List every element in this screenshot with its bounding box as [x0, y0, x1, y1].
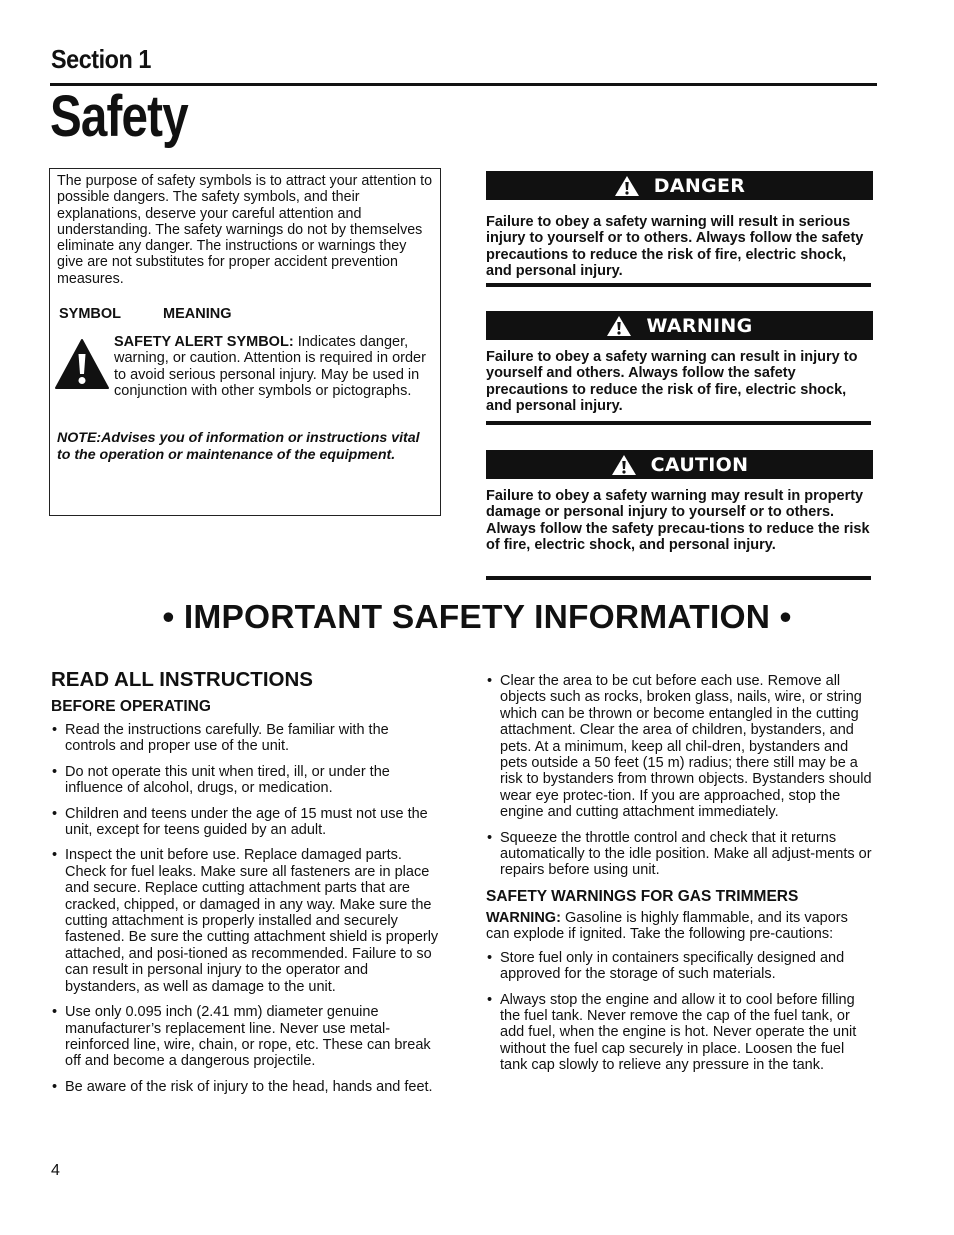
fuel-precautions-list	[486, 950, 874, 1074]
list-item: • Do not operate this unit when tired, ill, or under the influence of alcohol, drugs, or medication.	[51, 764, 439, 797]
list-item: • Clear the area to be cut before each use. Remove all objects such as rocks, broken glass, nails, wire, or string which can be thrown or become entangled in the cutting attachment. Clear the area of children, bystanders, and pets. At a minimum, keep all chil-dren, bystanders and pets outside a 50 feet (15 m) radius; there still may be a risk to bystanders from thrown objects. Bystanders should wear eye protec-tion. If you are approached, stop the engine and cutting attachment immediately.	[486, 673, 874, 821]
safety-alert-triangle-icon	[54, 338, 110, 390]
section-label: Section 1	[51, 44, 151, 74]
danger-text: Failure to obey a safety warning will result in serious injury to yourself or to others. Always follow the safety precautions to reduce the risk of fire, electric shock, and personal injury.	[486, 214, 864, 280]
symbol-column-header: SYMBOL	[59, 306, 122, 322]
warning-banner	[486, 311, 873, 340]
page-title: Safety	[50, 84, 188, 149]
warning-rule	[486, 421, 871, 425]
warning-label: WARNING	[646, 314, 753, 337]
caution-text: Failure to obey a safety warning may result in property damage or personal injury to yourself or to others. Always follow the safety precau-tions to reduce the risk of fire, electric shock, and personal injury.	[486, 488, 870, 554]
list-item: • Always stop the engine and allow it to cool before filling the fuel tank. Never remove the cap of the fuel tank, or add fuel, when the engine is hot. Never operate the unit without the fuel cap securely in place. Loosen the fuel tank cap slowly to relieve any pressure in the tank.	[486, 992, 874, 1074]
before-operating-list	[51, 722, 439, 1095]
meaning-column-header: MEANING	[163, 306, 232, 322]
warning-text: Failure to obey a safety warning can result in injury to yourself and others. Always follow the safety precautions to reduce the risk of fire, electric shock, and personal injury.	[486, 349, 858, 415]
gasoline-warning	[486, 910, 874, 943]
alert-symbol-title: SAFETY ALERT SYMBOL:	[114, 334, 294, 350]
important-safety-heading: • IMPORTANT SAFETY INFORMATION •	[162, 599, 792, 636]
danger-label: DANGER	[653, 174, 746, 197]
list-item: • Read the instructions carefully. Be familiar with the controls and proper use of the unit.	[51, 722, 439, 755]
caution-banner	[486, 450, 873, 479]
danger-banner	[486, 171, 873, 200]
alert-symbol-description	[114, 334, 432, 400]
note-text: NOTE:Advises you of information or instructions vital to the operation or maintenance of the equipment.	[57, 430, 420, 463]
before-operating-heading: BEFORE OPERATING	[51, 698, 211, 715]
right-column	[486, 673, 874, 1083]
left-column	[51, 668, 439, 1104]
gasoline-warning-label: WARNING:	[486, 909, 561, 926]
list-item: • Be aware of the risk of injury to the head, hands and feet.	[51, 1079, 439, 1095]
list-item: • Squeeze the throttle control and check that it returns automatically to the idle position. Make all adjust-ments or repairs before using unit.	[486, 830, 874, 879]
area-preparation-list	[486, 673, 874, 879]
page-number: 4	[51, 1162, 60, 1179]
danger-alert-icon	[614, 175, 640, 197]
gasoline-warning-text: Gasoline is highly flammable, and its vapors can explode if ignited. Take the following pre-cautions:	[486, 909, 848, 943]
list-item: • Inspect the unit before use. Replace damaged parts. Check for fuel leaks. Make sure all fasteners are in place and secure. Replace cutting attachment parts that are cracked, chipped, or damaged in any way. Make sure the cutting attachment is properly installed and securely fastened. Be sure the cutting attachment shield is properly attached, and posi-tioned as recommended. Failure to so can result in personal injury to the operator and bystanders, as well as damage to the unit.	[51, 847, 439, 995]
caution-rule	[486, 576, 871, 580]
list-item: • Store fuel only in containers specifically designed and approved for the storage of such materials.	[486, 950, 874, 983]
list-item: • Children and teens under the age of 15 must not use the unit, except for teens guided by an adult.	[51, 806, 439, 839]
caution-label: CAUTION	[650, 453, 749, 476]
caution-alert-icon	[611, 454, 637, 476]
intro-paragraph: The purpose of safety symbols is to attract your attention to possible dangers. The safety symbols, and their explanations, deserve your careful attention and understanding. The safety warnings do not by themselves eliminate any danger. The instructions or warnings they give are not substitutes for proper accident prevention measures.	[57, 173, 433, 287]
list-item: • Use only 0.095 inch (2.41 mm) diameter genuine manufacturer’s replacement line. Never use metal-reinforced line, wire, chain, or rope, etc. These can break off and become a dangerous projectile.	[51, 1004, 439, 1070]
alert-symbol-text: Indicates danger, warning, or caution. Attention is required in order to avoid serious personal injury. May be used in conjunction with other symbols or pictographs.	[114, 334, 426, 400]
danger-rule	[486, 283, 871, 287]
read-all-instructions-heading: READ ALL INSTRUCTIONS	[51, 668, 313, 691]
warning-alert-icon	[606, 315, 632, 337]
gas-trimmer-warnings-heading: SAFETY WARNINGS FOR GAS TRIMMERS	[486, 887, 799, 905]
